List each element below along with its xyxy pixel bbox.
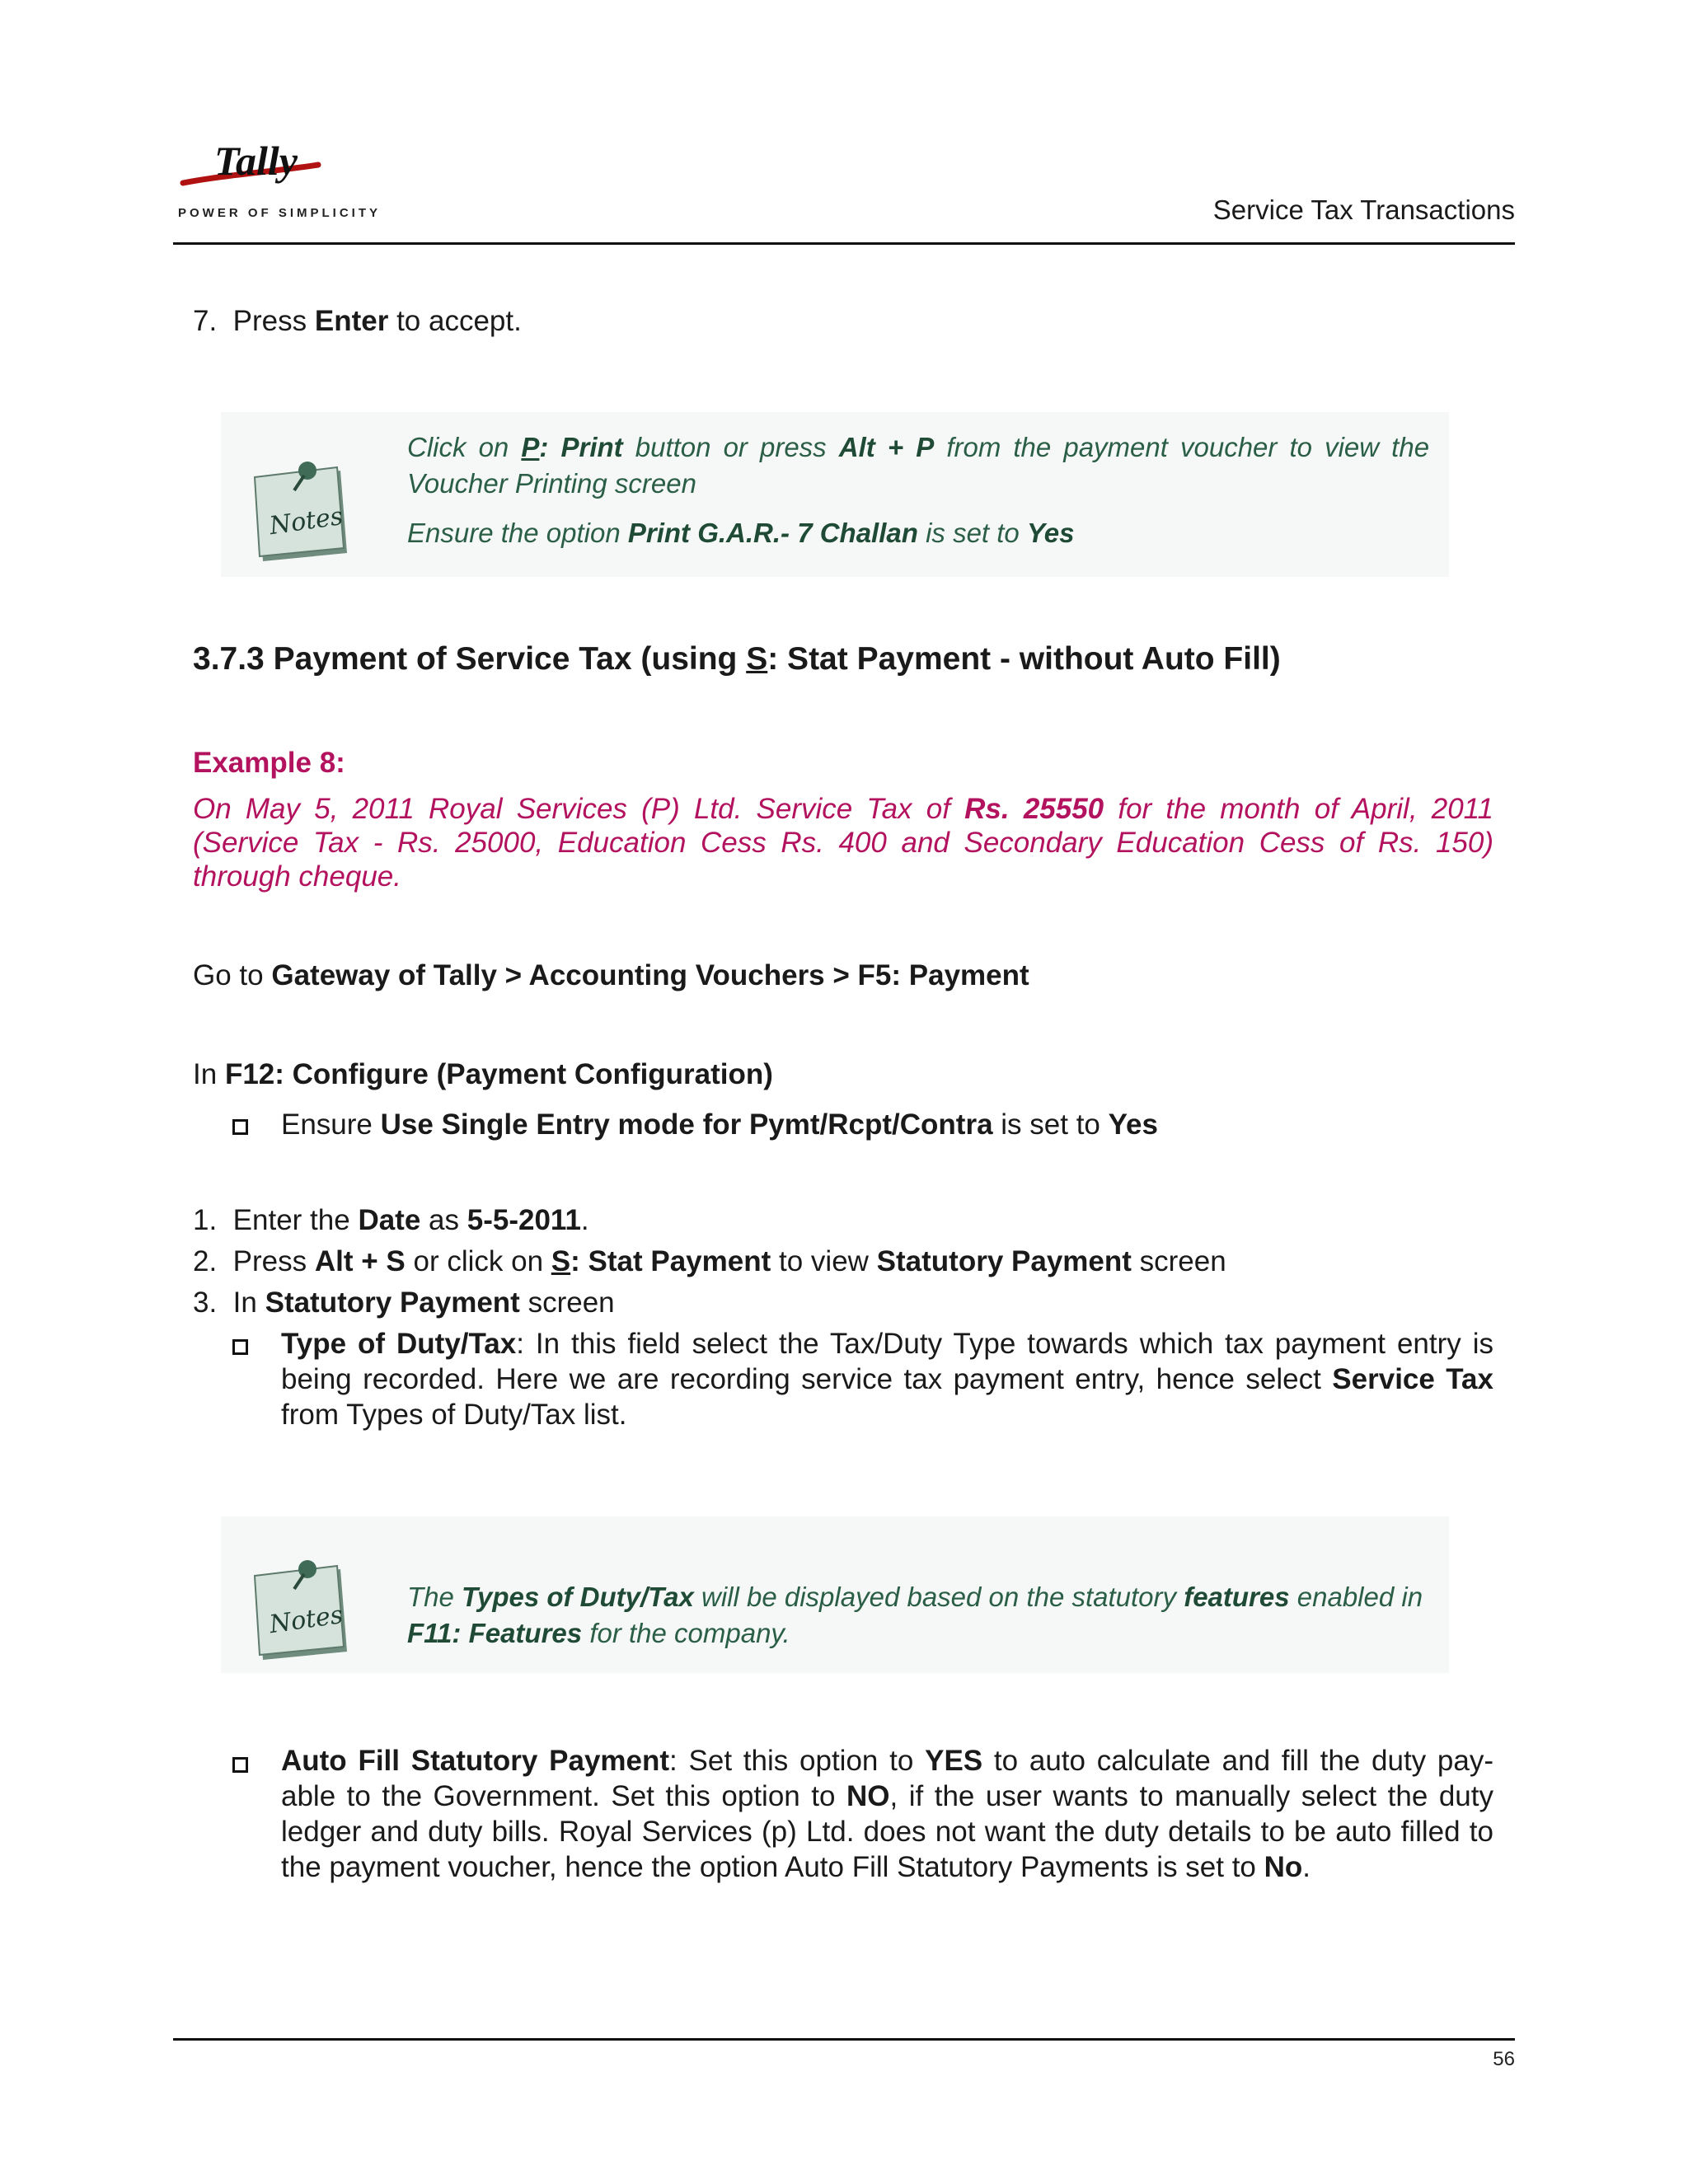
bullet-marker: [232, 1119, 248, 1135]
example-label: Example 8:: [193, 747, 345, 779]
header-rule: [173, 242, 1515, 245]
step-3: 3. In Statutory Payment screen: [193, 1286, 615, 1319]
step-number: 7.: [193, 305, 218, 337]
duty-type-bullet: Type of Duty/Tax: In this field select the Tax/Duty Type towards which tax payment entry is being recorded. Here we are recording service tax payment entry, hence select Service Tax from Types of Duty/Tax list.: [281, 1328, 1493, 1431]
note-1-line-2: Voucher Printing screen: [407, 468, 696, 499]
note-1-line-3: Ensure the option Print G.A.R.- 7 Challan is set to Yes: [407, 518, 1075, 548]
section-heading: 3.7.3 Payment of Service Tax (using S: Stat Payment - without Auto Fill): [193, 641, 1281, 677]
config-line: In F12: Configure (Payment Configuration): [193, 1058, 773, 1090]
config-bullet: Ensure Use Single Entry mode for Pymt/Rcpt/Contra is set to Yes: [281, 1108, 1158, 1141]
step-key: Enter: [314, 305, 389, 337]
svg-text:Notes: Notes: [267, 502, 345, 541]
note-2-text: The Types of Duty/Tax will be displayed based on the statutory features enabled in F11: Features for the company.: [407, 1582, 1423, 1648]
page-header-title: Service Tax Transactions: [1212, 194, 1515, 225]
step-text: Press: [232, 305, 307, 337]
svg-text:Notes: Notes: [267, 1601, 345, 1640]
note-1-text: [407, 429, 1429, 551]
step-1: 1. Enter the Date as 5-5-2011.: [193, 1204, 589, 1236]
step-7: [193, 301, 522, 342]
step-2: 2. Press Alt + S or click on S: Stat Payment to view Statutory Payment screen: [193, 1245, 1226, 1277]
notes-icon: [251, 1556, 350, 1663]
logo-word: Tally: [214, 140, 298, 184]
auto-fill-bullet: Auto Fill Statutory Payment: Set this option to YES to auto calculate and fill the duty pay-able to the Government. Set this option to NO, if the user wants to manually select the duty ledger and duty bills. Royal Services (p) Ltd. does not want the duty details to be auto filled to the payment voucher, hence the option Auto Fill Statutory Payments is set to No.: [281, 1745, 1494, 1883]
page-number: 56: [1493, 2048, 1515, 2070]
bullet-marker: [232, 1757, 248, 1773]
bullet-marker: [232, 1339, 248, 1355]
logo-tagline: POWER OF SIMPLICITY: [178, 206, 382, 220]
tally-logo-icon: [176, 140, 325, 198]
note-1-line-1: Click on P: Print button or press Alt + P from the payment voucher to view the: [407, 432, 1430, 462]
tally-logo: [176, 140, 382, 223]
step-text: to accept.: [396, 305, 522, 337]
goto-path: Go to Gateway of Tally > Accounting Vouchers > F5: Payment: [193, 959, 1029, 991]
example-text: On May 5, 2011 Royal Services (P) Ltd. Service Tax of Rs. 25550 for the month of April, 2011 (Service Tax - Rs. 25000, Education Cess Rs. 400 and Secondary Education Cess of Rs. 150) through cheque.: [193, 793, 1493, 893]
notes-icon: [251, 457, 350, 565]
footer-rule: [173, 2038, 1515, 2041]
